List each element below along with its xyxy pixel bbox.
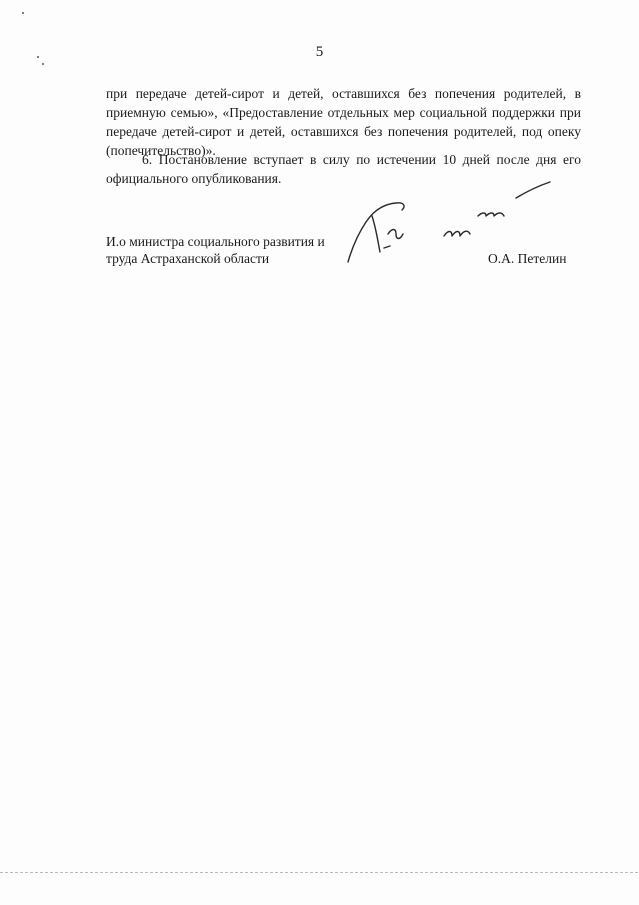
scan-edge-line (0, 872, 639, 873)
signer-position-line-1: И.о министра социального развития и (106, 234, 325, 249)
page-number: 5 (315, 44, 324, 60)
signer-position (106, 233, 325, 267)
scan-speck (42, 63, 44, 65)
paragraph-continuation: при передаче детей-сирот и детей, оставшихся без попечения родителей, в приемную семью», «Предоставление отдельных мер социальной поддержки при передаче детей-сирот и детей, оставшихся без попечения родителей, под опеку (попечительство)». (106, 86, 581, 158)
scan-speck (22, 12, 24, 14)
paragraph-effective-date: 6. Постановление вступает в силу по истечении 10 дней после дня его официального опубликования. (106, 152, 581, 186)
signer-name: О.А. Петелин (488, 251, 567, 266)
signer-position-line-2: труда Астраханской области (106, 251, 270, 266)
